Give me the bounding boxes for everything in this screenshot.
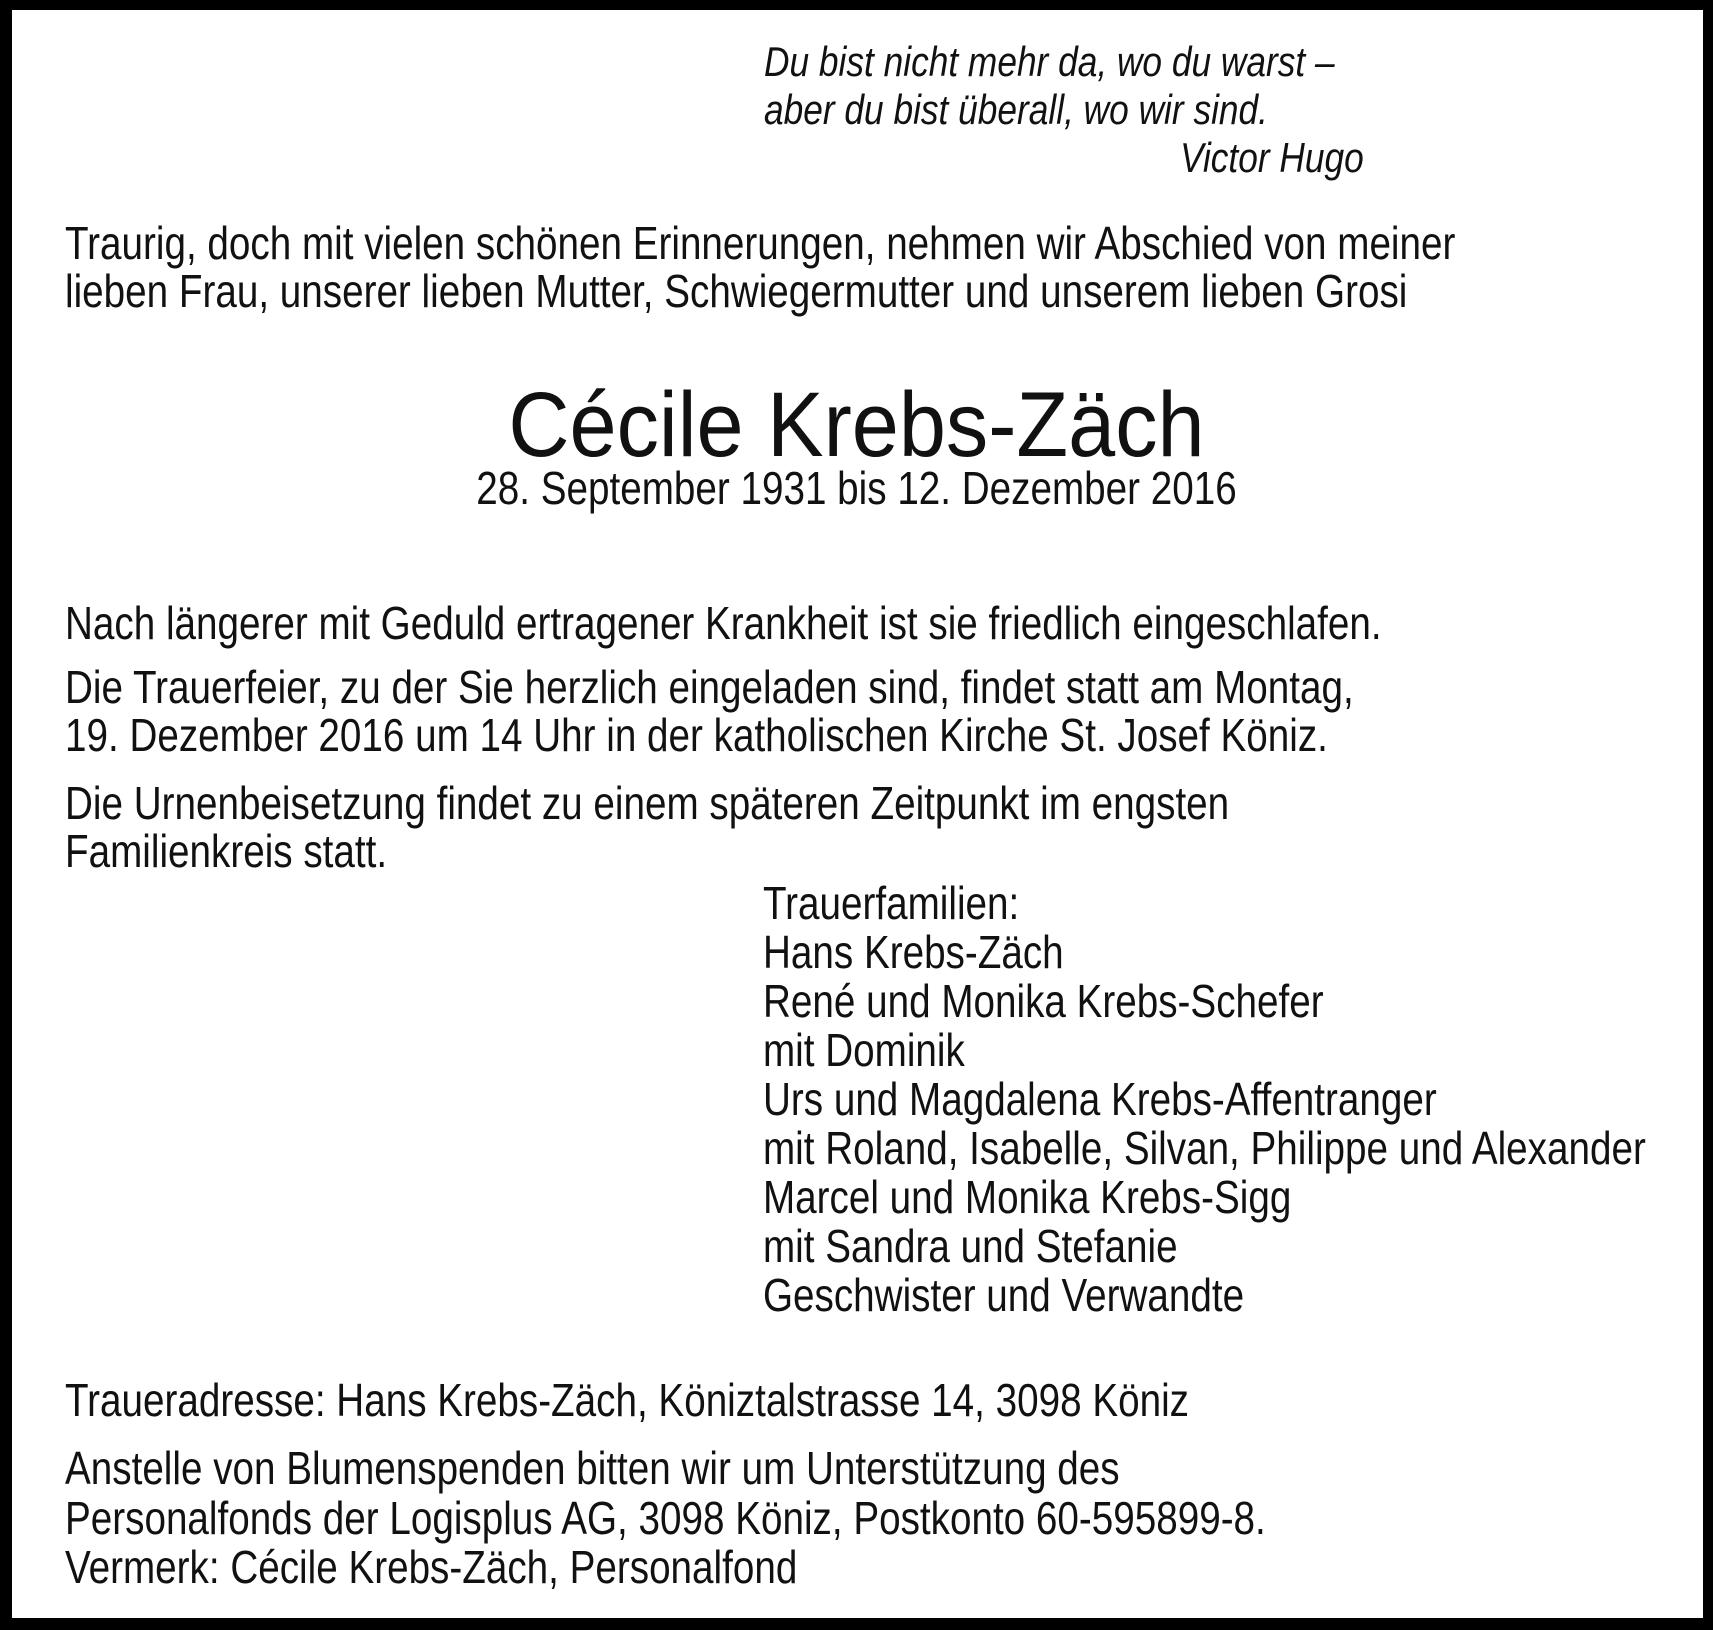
deceased-name: Cécile Krebs-Zäch: [508, 374, 1205, 476]
donation-note: [65, 1444, 1266, 1593]
mourning-address: Traueradresse: Hans Krebs-Zäch, Köniztalstrasse 14, 3098 Köniz: [65, 1374, 1189, 1426]
epigraph-quote: [764, 38, 1364, 182]
quote-attribution: Victor Hugo: [1180, 134, 1364, 181]
quote-line: aber du bist überall, wo wir sind.: [764, 86, 1268, 133]
intro-line: Traurig, doch mit vielen schönen Erinnerungen, nehmen wir Abschied von meiner: [65, 217, 1456, 269]
body-line: Familienkreis statt.: [65, 825, 388, 877]
family-list-heading: Trauerfamilien:: [763, 877, 1020, 929]
family-member-line: mit Dominik: [763, 1024, 965, 1076]
family-member-line: Hans Krebs-Zäch: [763, 926, 1064, 978]
donation-line: Anstelle von Blumenspenden bitten wir um Unterstützung des: [65, 1442, 1120, 1494]
intro-line: lieben Frau, unserer lieben Mutter, Schwiegermutter und unserem lieben Grosi: [65, 265, 1408, 317]
quote-line: Du bist nicht mehr da, wo du warst –: [764, 38, 1335, 85]
paragraph-death-notice: [65, 599, 1382, 647]
donation-line: Personalfonds der Logisplus AG, 3098 Köniz, Postkonto 60-595899-8.: [65, 1491, 1266, 1544]
family-member-line: Marcel und Monika Krebs-Sigg: [763, 1171, 1292, 1223]
body-line: Die Urnenbeisetzung findet zu einem späteren Zeitpunkt im engsten: [65, 777, 1230, 829]
donation-line: Vermerk: Cécile Krebs-Zäch, Personalfond: [65, 1541, 798, 1593]
life-dates: 28. September 1931 bis 12. Dezember 2016: [476, 462, 1237, 514]
body-line: Die Trauerfeier, zu der Sie herzlich eingeladen sind, findet statt am Montag,: [65, 661, 1354, 713]
family-member-line: René und Monika Krebs-Schefer: [763, 975, 1324, 1027]
body-line: Nach längerer mit Geduld ertragener Krankheit ist sie friedlich eingeschlafen.: [65, 597, 1382, 649]
body-line: 19. Dezember 2016 um 14 Uhr in der katholischen Kirche St. Josef Köniz.: [65, 709, 1328, 761]
family-member-line: mit Roland, Isabelle, Silvan, Philippe und Alexander: [763, 1122, 1646, 1174]
mourning-family-list: [763, 879, 1646, 1320]
paragraph-funeral-service: [65, 663, 1354, 759]
paragraph-urn-burial: [65, 779, 1229, 875]
family-member-line: Urs und Magdalena Krebs-Affentranger: [763, 1073, 1437, 1125]
intro-paragraph: [65, 219, 1455, 315]
family-member-line: Geschwister und Verwandte: [763, 1269, 1245, 1321]
family-member-line: mit Sandra und Stefanie: [763, 1220, 1178, 1272]
